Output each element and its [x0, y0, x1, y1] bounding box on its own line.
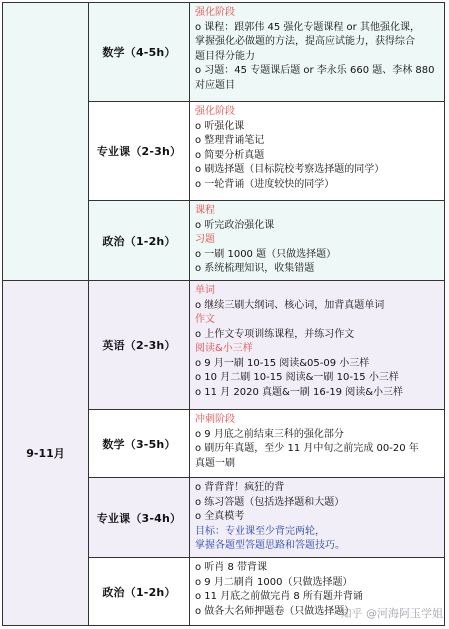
- watermark-credit: 知乎 @河海阿玉学姐: [340, 607, 443, 620]
- content-line: o 听强化课: [195, 120, 245, 132]
- content-cell: [190, 478, 444, 558]
- subject-cell: 政治（1-2h）: [89, 201, 190, 281]
- section-heading: 强化阶段: [195, 7, 235, 18]
- content-line: o 简要分析真题: [195, 149, 265, 161]
- content-cell: [190, 410, 444, 478]
- section-heading: 强化阶段: [195, 106, 235, 117]
- subject-cell: 专业课（2-3h）: [89, 102, 190, 201]
- subject-cell: 英语（2-3h）: [89, 281, 190, 410]
- content-line: 对应题目: [195, 79, 235, 91]
- content-line: o 听肖 8 带背课: [195, 562, 268, 573]
- subject-cell: 数学（4-5h）: [89, 3, 190, 102]
- month-cell-top: [3, 3, 89, 281]
- content-cell: [190, 201, 444, 281]
- goal-line: 掌握各题型答题思路和答题技巧。: [195, 540, 345, 551]
- content-line: o 听完政治强化课: [195, 219, 275, 231]
- content-line: o 10 月二刷 10-15 阅读&一刷 10-15 小三样: [195, 372, 399, 383]
- content-line: o 做各大名师押题卷（只做选择题）: [195, 605, 355, 617]
- subject-cell: 专业课（3-4h）: [89, 478, 190, 558]
- section-heading: 课程: [195, 205, 215, 216]
- study-plan-table: [2, 2, 445, 626]
- month-cell-sep-nov: 9-11月: [3, 281, 89, 625]
- content-line: o 习题：45 专题课后题 or 李永乐 660 题、李林 880: [195, 65, 435, 76]
- section-heading: 阅读&小三样: [195, 343, 253, 354]
- subject-cell: 数学（3-5h）: [89, 410, 190, 478]
- content-line: o 一轮背诵（进度较快的同学）: [195, 178, 335, 190]
- goal-line: 目标：专业课至少背完两轮，: [195, 525, 325, 537]
- content-line: o 整理背诵笔记: [195, 135, 265, 146]
- content-cell: [190, 281, 444, 410]
- content-line: 真题一刷: [195, 457, 235, 469]
- content-line: o 一刷 1000 题（只做选择题）: [195, 248, 337, 260]
- section-heading: 冲刺阶段: [195, 414, 235, 425]
- section-heading: 习题: [195, 234, 215, 245]
- content-line: o 系统梳理知识，收集错题: [195, 263, 315, 274]
- content-line: o 课程：跟郭伟 45 强化专题课程 or 其他强化课，: [195, 21, 420, 33]
- subject-cell: 政治（1-2h）: [89, 558, 190, 625]
- content-line: o 上作文专项训练课程，并练习作文: [195, 328, 355, 340]
- content-line: 题目得分能力: [195, 50, 255, 62]
- content-line: o 11 月 2020 真题&一刷 16-19 阅读&小三样: [195, 386, 404, 398]
- content-cell: [190, 102, 444, 201]
- content-line: o 9 月底之前结束三科的强化部分: [195, 428, 344, 440]
- content-line: o 11 月底之前做完肖 8 所有题并背诵: [195, 591, 363, 602]
- content-line: o 9 月二刷肖 1000（只做选择题）: [195, 576, 353, 588]
- content-line: o 刷选择题（目标院校考察选择题的同学）: [195, 164, 385, 175]
- content-line: o 继续三刷大纲词、核心词，加背真题单词: [195, 299, 385, 311]
- section-heading: 作文: [195, 314, 215, 325]
- content-line: o 9 月一刷 10-15 阅读&05-09 小三样: [195, 357, 370, 369]
- content-line: o 刷历年真题，至少 11 月中旬之前完成 00-20 年: [195, 443, 419, 454]
- content-line: 掌握强化必做题的方法，提高应试能力，获得综合: [195, 36, 415, 47]
- content-cell: [190, 3, 444, 102]
- section-heading: 单词: [195, 285, 215, 296]
- content-line: o 全真模考: [195, 511, 245, 522]
- content-line: o 背背背！疯狂的背: [195, 482, 285, 493]
- content-line: o 练习答题（包括选择题和大题）: [195, 496, 345, 508]
